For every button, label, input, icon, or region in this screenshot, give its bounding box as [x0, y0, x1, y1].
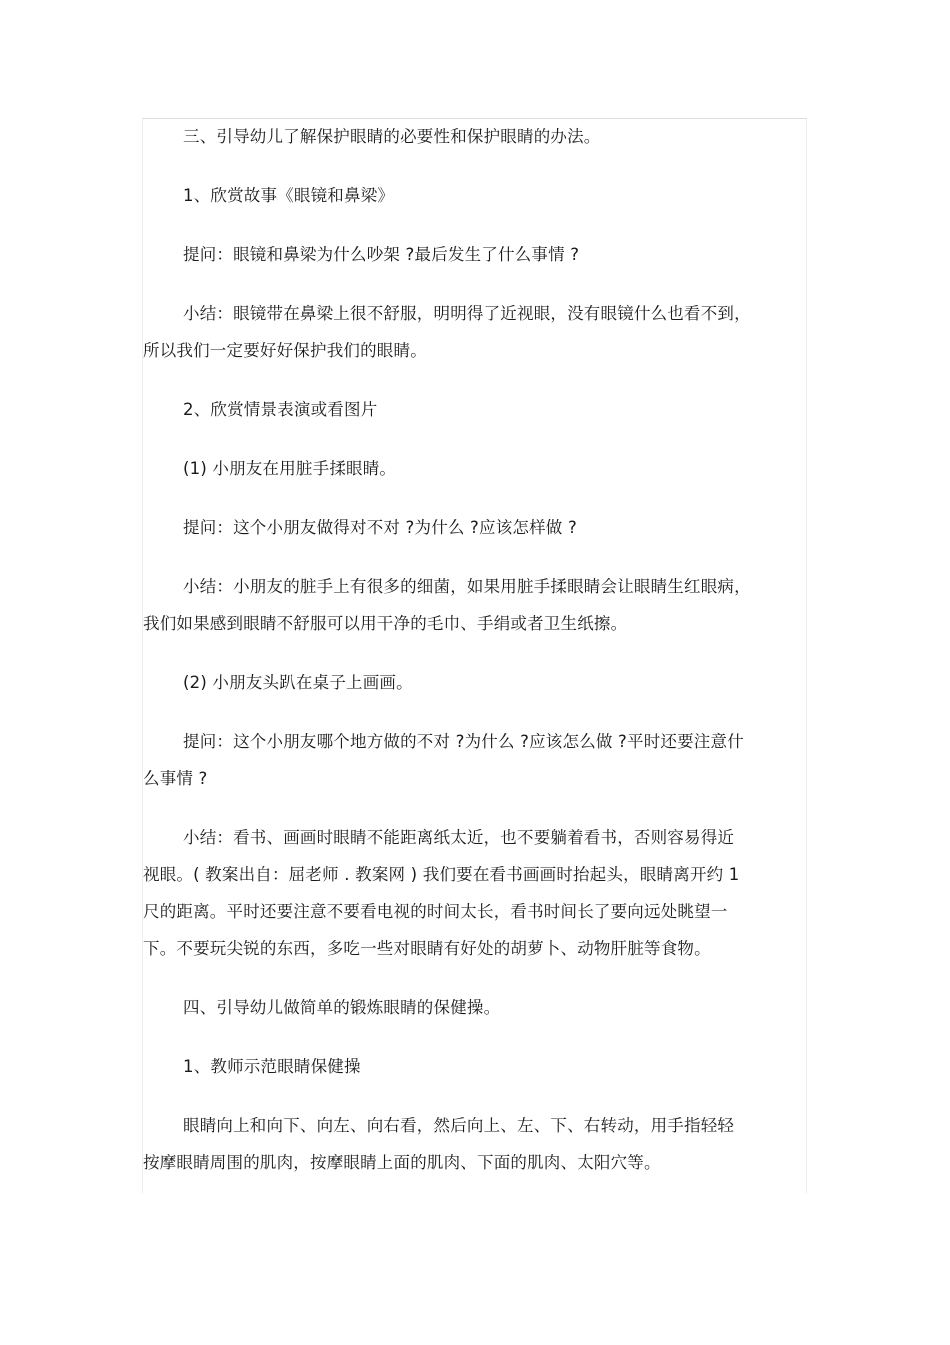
scene-2: (2) 小朋友头趴在桌子上画画。 — [183, 673, 413, 692]
question-3-line-2: 么事情 ? — [143, 769, 208, 788]
summary-3-line-1: 小结：看书、画画时眼睛不能距离纸太近，也不要躺着看书，否则容易得近 — [183, 828, 735, 847]
summary-1-line-1: 小结：眼镜带在鼻梁上很不舒服，明明得了近视眼，没有眼镜什么也看不到， — [183, 304, 751, 323]
document-body — [143, 118, 798, 1181]
summary-2-line-2: 我们如果感到眼睛不舒服可以用干净的毛巾、手绢或者卫生纸擦。 — [143, 614, 628, 633]
subheading-exercise: 1、教师示范眼睛保健操 — [183, 1057, 361, 1076]
question-3-line-1: 提问：这个小朋友哪个地方做的不对 ?为什么 ?应该怎么做 ?平时还要注意什 — [183, 732, 744, 751]
subheading-story: 1、欣赏故事《眼镜和鼻梁》 — [183, 186, 395, 205]
question-2: 提问：这个小朋友做得对不对 ?为什么 ?应该怎样做 ? — [183, 518, 577, 537]
summary-3-line-3: 尺的距离。平时还要注意不要看电视的时间太长，看书时间长了要向远处眺望一 — [143, 902, 728, 921]
exercise-line-1: 眼睛向上和向下、向左、向右看，然后向上、左、下、右转动，用手指轻轻 — [183, 1116, 735, 1135]
exercise-line-2: 按摩眼睛周围的肌肉，按摩眼睛上面的肌肉、下面的肌肉、太阳穴等。 — [143, 1153, 661, 1172]
summary-3-line-4: 下。不要玩尖锐的东西，多吃一些对眼睛有好处的胡萝卜、动物肝脏等食物。 — [143, 939, 711, 958]
subheading-scenes: 2、欣赏情景表演或看图片 — [183, 400, 378, 419]
section-heading-4: 四、引导幼儿做简单的锻炼眼睛的保健操。 — [183, 998, 501, 1017]
summary-3-line-2: 视眼。( 教案出自：屈老师 . 教案网 ) 我们要在看书画画时抬起头，眼睛离开约 1 — [143, 865, 740, 884]
scene-1: (1) 小朋友在用脏手揉眼睛。 — [183, 459, 397, 478]
summary-1-line-2: 所以我们一定要好好保护我们的眼睛。 — [143, 341, 427, 360]
section-heading-3: 三、引导幼儿了解保护眼睛的必要性和保护眼睛的办法。 — [183, 127, 601, 146]
summary-2-line-1: 小结：小朋友的脏手上有很多的细菌，如果用脏手揉眼睛会让眼睛生红眼病， — [183, 577, 751, 596]
question-1: 提问：眼镜和鼻梁为什么吵架 ?最后发生了什么事情 ? — [183, 245, 580, 264]
